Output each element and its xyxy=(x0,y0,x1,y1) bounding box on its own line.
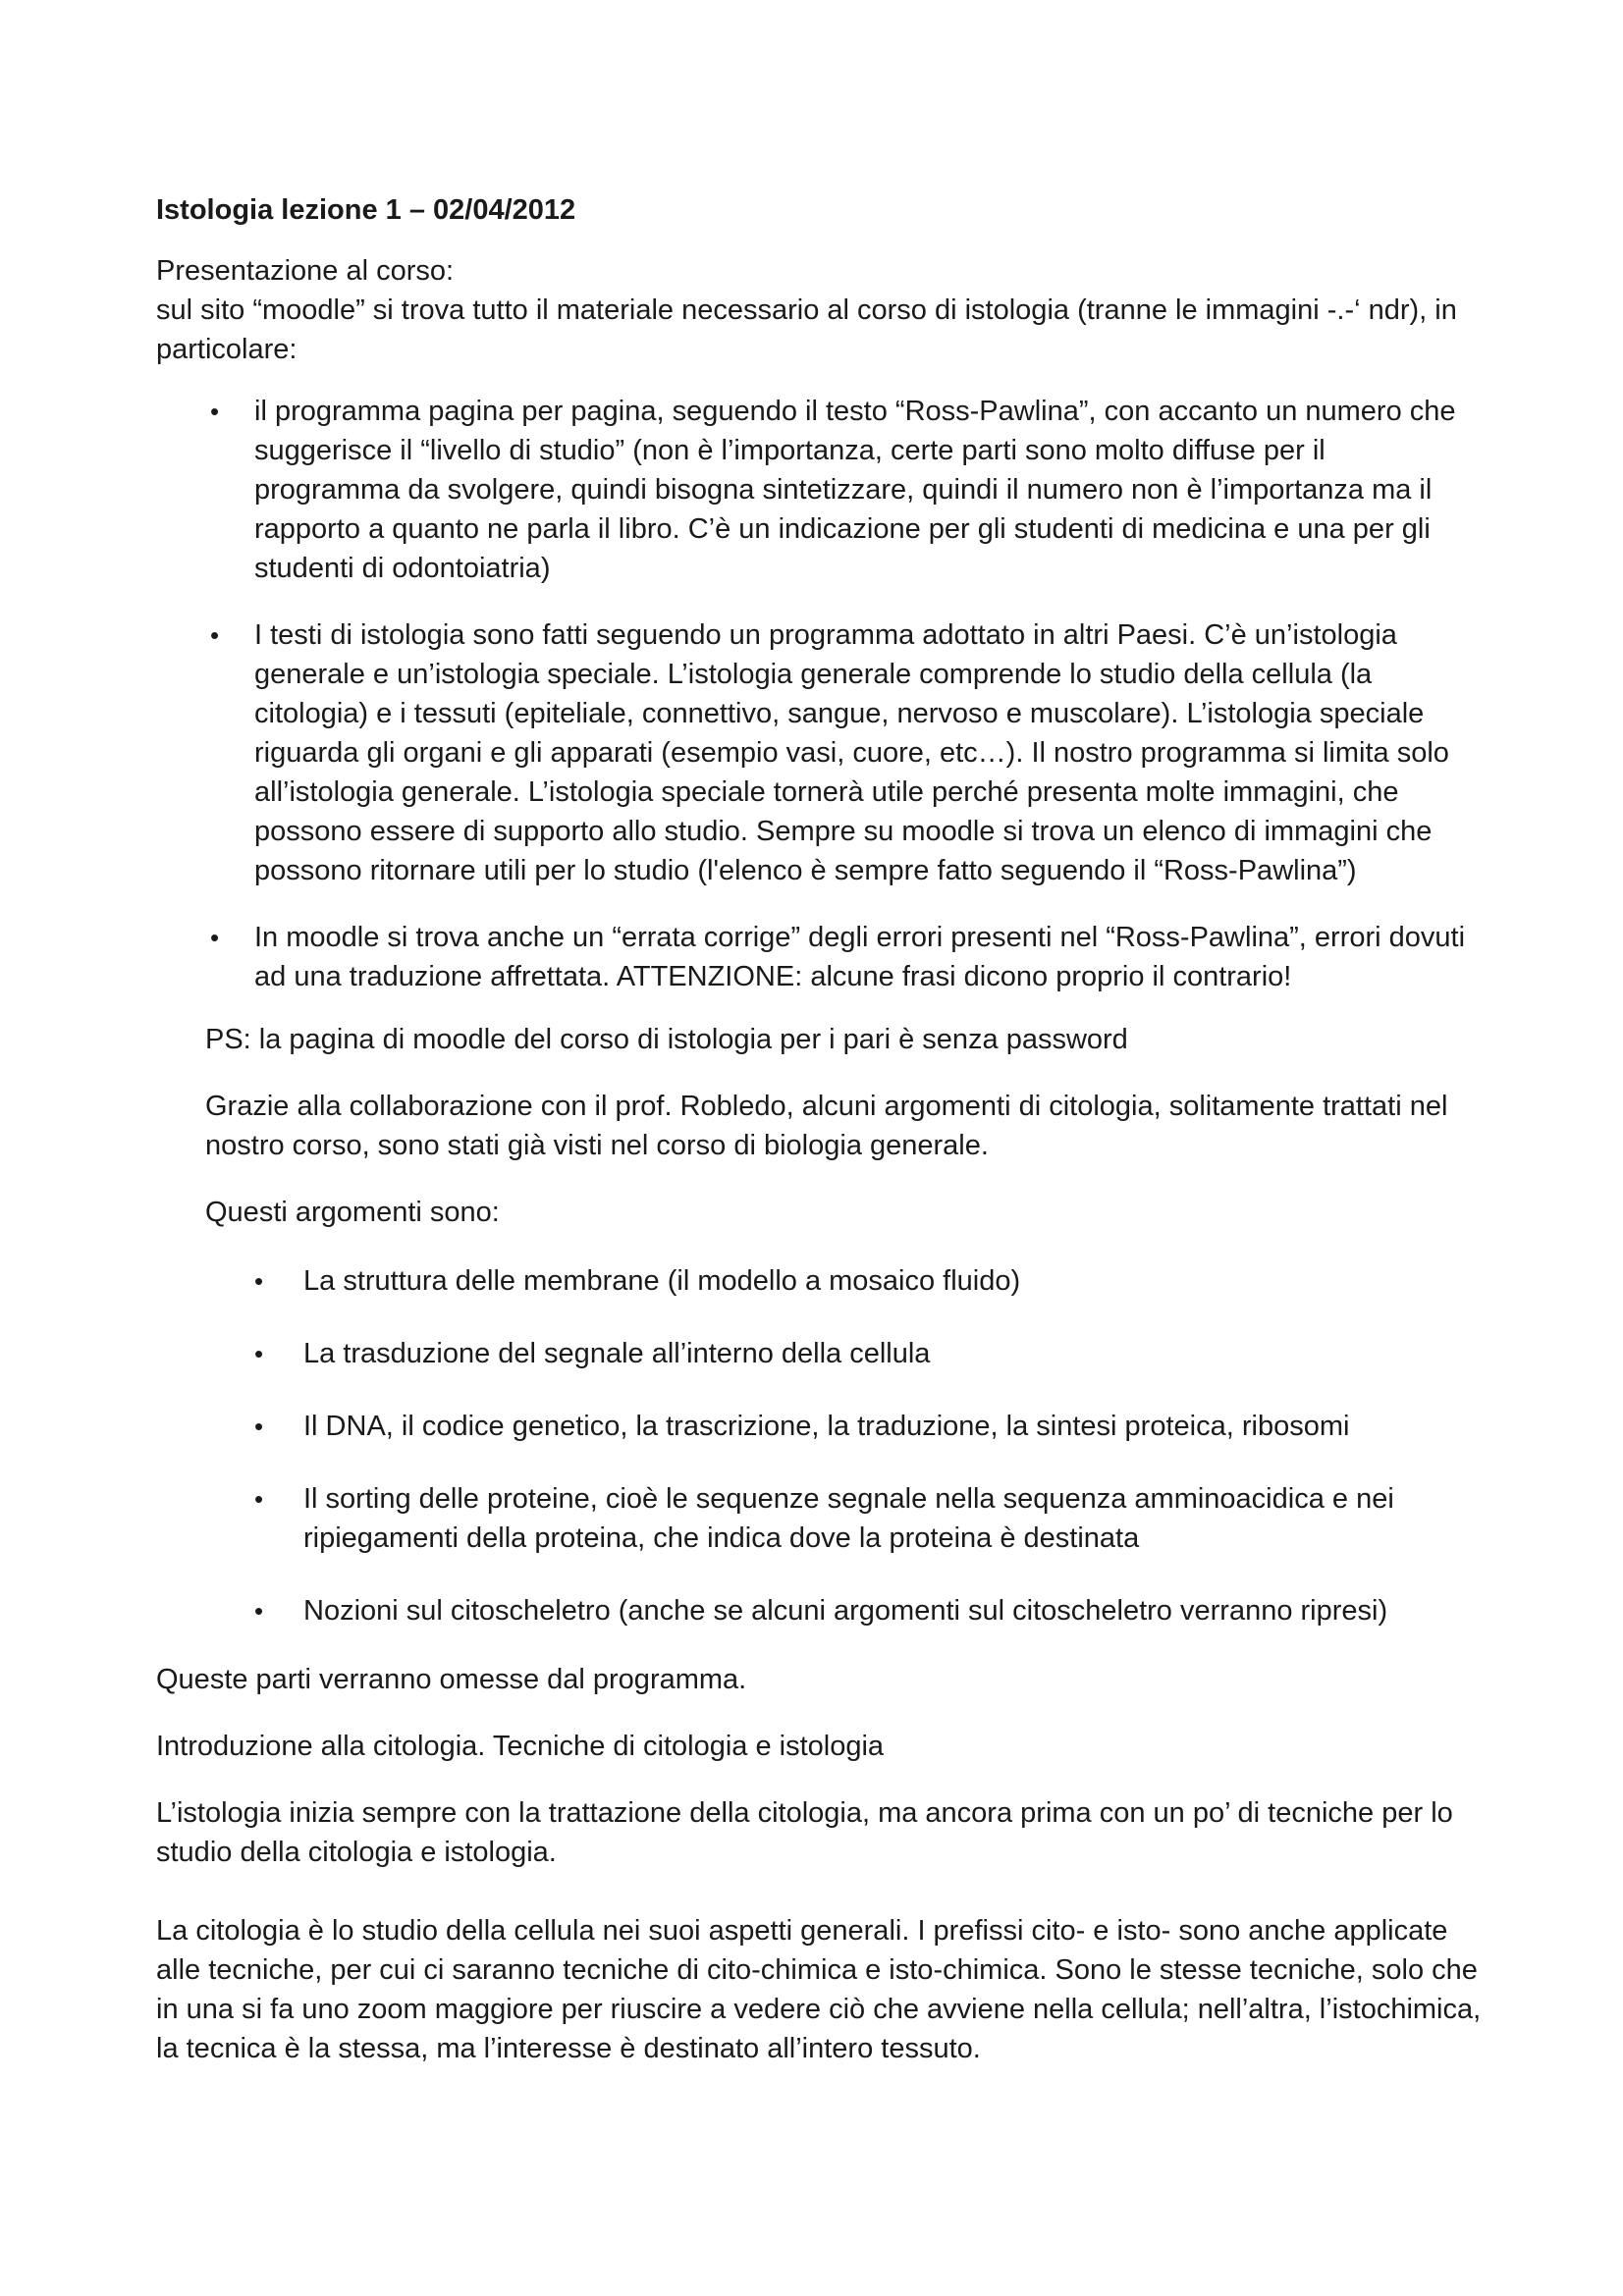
topics-heading: Questi argomenti sono: xyxy=(205,1197,500,1228)
document-title: Istologia lezione 1 – 02/04/2012 xyxy=(156,194,576,226)
document-page xyxy=(156,190,1491,2068)
ps-note: PS: la pagina di moodle del corso di istologia per i pari è senza password xyxy=(205,1024,1128,1055)
bullet-icon: • xyxy=(210,923,220,952)
bullet-icon: • xyxy=(254,1266,264,1296)
list-item xyxy=(254,1479,1491,1558)
list-item xyxy=(210,392,1477,588)
grazie-paragraph: Grazie alla collaborazione con il prof. Robledo, alcuni argomenti di citologia, solitamente trattati nel nostro corso, sono stati già visti nel corso di biologia generale. xyxy=(205,1091,1448,1161)
list-item-text: Il sorting delle proteine, cioè le sequenze segnale nella sequenza amminoacidica e nei ripiegamenti della proteina, che indica dove la proteina è destinata xyxy=(303,1483,1394,1554)
omit-note: Queste parti verranno omesse dal programma. xyxy=(156,1664,747,1695)
list-item-text: La struttura delle membrane (il modello a mosaico fluido) xyxy=(303,1265,1021,1297)
bullet-icon: • xyxy=(254,1339,264,1368)
main-bullet-list xyxy=(210,392,1477,996)
bullet-icon: • xyxy=(210,620,220,650)
list-item xyxy=(210,615,1477,890)
list-item-text: Il DNA, il codice genetico, la trascrizione, la traduzione, la sintesi proteica, ribosomi xyxy=(303,1411,1350,1442)
list-item-text: In moodle si trova anche un “errata corrige” degli errori presenti nel “Ross-Pawlina”, errori dovuti ad una traduzione affrettata. ATTENZIONE: alcune frasi dicono proprio il contrario! xyxy=(254,922,1466,992)
list-item xyxy=(254,1334,1491,1373)
topics-bullet-list xyxy=(254,1261,1491,1630)
list-item-text: I testi di istologia sono fatti seguendo un programma adottato in altri Paesi. C’è un’istologia generale e un’istologia speciale. L’istologia generale comprende lo studio della cellula (la citologia) e i tessuti (epiteliale, connettivo, sangue, nervoso e muscolare). L’istologia speciale riguarda gli organi e gli apparati (esempio vasi, cuore, etc…). Il nostro programma si limita solo all’istologia generale. L’istologia speciale tornerà utile perché presenta molte immagini, che possono essere di supporto allo studio. Sempre su moodle si trova un elenco di immagini che possono ritornare utili per lo studio (l'elenco è sempre fatto seguendo il “Ross-Pawlina”) xyxy=(254,619,1449,886)
paragraph: L’istologia inizia sempre con la trattazione della citologia, ma ancora prima con un po’ di tecniche per lo studio della citologia e istologia. xyxy=(156,1797,1453,1868)
bullet-icon: • xyxy=(254,1412,264,1441)
bullet-icon: • xyxy=(210,397,220,426)
list-item-text: Nozioni sul citoscheletro (anche se alcuni argomenti sul citoscheletro verranno ripresi) xyxy=(303,1595,1388,1627)
intro-heading: Presentazione al corso: xyxy=(156,255,455,287)
list-item xyxy=(254,1261,1491,1301)
bullet-icon: • xyxy=(254,1484,264,1514)
section-heading: Introduzione alla citologia. Tecniche di citologia e istologia xyxy=(156,1731,885,1762)
list-item xyxy=(210,918,1477,996)
paragraph: La citologia è lo studio della cellula nei suoi aspetti generali. I prefissi cito- e isto- sono anche applicate alle tecniche, per cui ci saranno tecniche di cito-chimica e isto-chimica. Sono le stesse tecniche, solo che in una si fa uno zoom maggiore per riuscire a vedere ciò che avviene nella cellula; nell’altra, l’istochimica, la tecnica è la stessa, ma l’interesse è destinato all’intero tessuto. xyxy=(156,1915,1482,2064)
intro-body: sul sito “moodle” si trova tutto il materiale necessario al corso di istologia (tranne le immagini -.-‘ ndr), in particolare: xyxy=(156,294,1457,365)
list-item xyxy=(254,1407,1491,1446)
list-item-text: il programma pagina per pagina, seguendo il testo “Ross-Pawlina”, con accanto un numero che suggerisce il “livello di studio” (non è l’importanza, certe parti sono molto diffuse per il programma da svolgere, quindi bisogna sintetizzare, quindi il numero non è l’importanza ma il rapporto a quanto ne parla il libro. C’è un indicazione per gli studenti di medicina e una per gli studenti di odontoiatria) xyxy=(254,396,1456,584)
list-item xyxy=(254,1591,1491,1630)
bullet-icon: • xyxy=(254,1596,264,1626)
list-item-text: La trasduzione del segnale all’interno della cellula xyxy=(303,1338,931,1369)
